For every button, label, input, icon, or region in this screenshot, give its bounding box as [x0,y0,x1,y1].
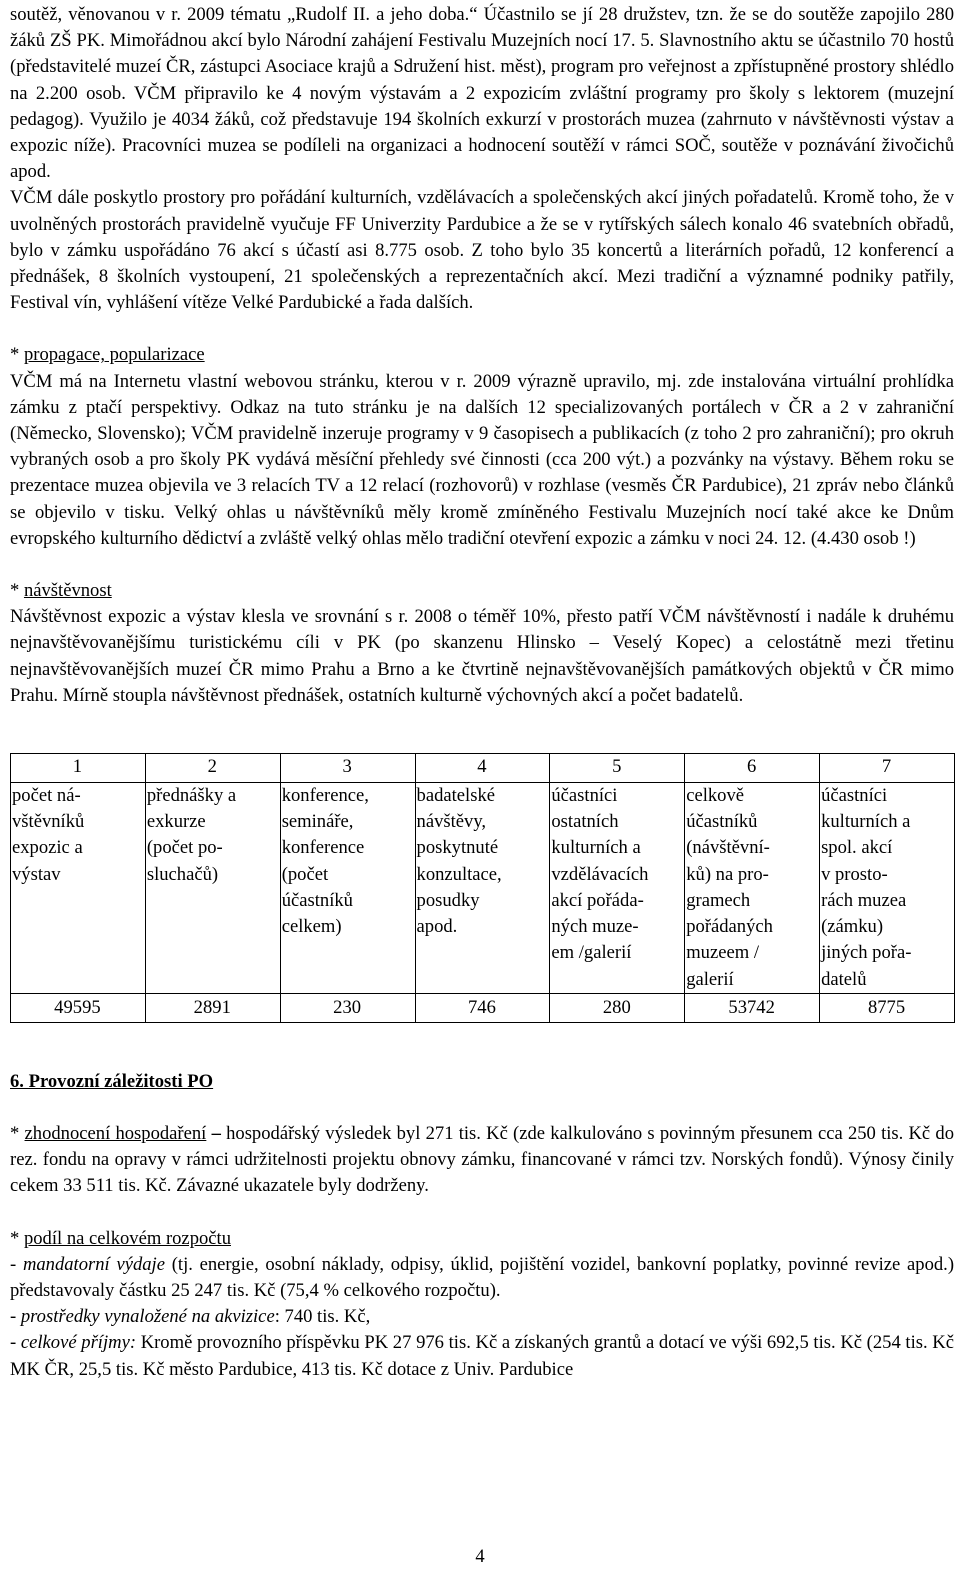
table-value: 53742 [685,993,820,1022]
navstevnost-heading-text: návštěvnost [23,580,112,602]
column-description [11,783,146,994]
column-description [145,783,280,994]
page-number: 4 [475,1546,485,1567]
item-text: (tj. energie, osobní náklady, odpisy, úklid, pojištění vozidel, bankovní poplatky, povinné revize apod.) představovaly částku 25 247 tis. Kč (75,4 % celkového rozpočtu). [10,1253,955,1301]
description-line: konference [281,837,365,859]
description-line: sluchačů) [146,863,219,885]
description-line: spol. akcí [821,837,893,859]
description-line: pořádaných [686,916,773,938]
attendance-table [10,753,955,1023]
navstevnost-text: Návštěvnost expozic a výstav klesla ve srovnání s r. 2008 o téměř 10%, přesto patří VČM návštěvností i nadále k druhému nejnavštěvovanějšímu turistickému cíli v PK (po skanzenu Hlinsko – Veselý Kopec) a celostátně mezi třetinu nejnavštěvovanějších muzeí ČR mimo Prahu a Brno a ke čtvrtině nejnavštěvovanějších památkových objektů v ČR mimo Prahu. Mírně stoupla návštěvnost přednášek, ostatních kulturně výchovných akcí a počet badatelů. [10,606,954,706]
table-value: 746 [415,993,550,1022]
description-line: účastníků [686,811,758,833]
description-line: jiných pořa- [821,942,912,964]
description-line: kulturních a [821,811,911,833]
description-line: konzultace, [416,863,502,885]
description-line: rách muzea [821,889,907,911]
description-line: badatelské [416,785,496,807]
item-label: prostředky vynaložené na akvizice [20,1306,275,1328]
column-description [820,783,955,994]
description-line: celkem) [281,916,342,938]
column-number: 1 [11,754,146,783]
description-line: ostatních [551,811,619,833]
description-line: exkurze [146,811,206,833]
intro-paragraph-1: soutěž, věnovanou v r. 2009 tématu „Rudolf II. a jeho doba.“ Účastnilo se jí 28 družstev, tzn. že se do soutěže zapojilo 280 žáků ZŠ PK. Mimořádnou akcí bylo Národní zahájení Festivalu Muzejních nocí 17. 5. Slavnostního aktu se účastnilo 70 hostů (představitelé muzeí ČR, zástupci Asociace krajů a Sdružení hist. měst), program pro veřejnost a zpřístupněné prostory shlédlo na 2.200 osob. VČM připravilo ke 4 novým výstavám a 2 expozicím zvláštní programy pro školy s lektorem (muzejní pedagog). Využilo je 4034 žáků, což představuje 194 školních exkurzí v prostorách muzea (zahrnuto v návštěvnosti výstav a expozic níže). Pracovníci muzea se podíleli na organizaci a hodnocení soutěží v rámci SOČ, soutěže v poznávání živočichů apod. [10,4,954,183]
description-line: datelů [821,968,867,990]
description-line: konference, [281,785,369,807]
item-label: mandatorní výdaje [22,1253,165,1275]
description-line: vzdělávacích [551,863,649,885]
table-value: 280 [550,993,685,1022]
hospodareni-paragraph [10,1121,954,1200]
column-description [415,783,550,994]
bullet-marker: * [10,580,24,602]
description-line: ných muze- [551,916,639,938]
table-value: 49595 [11,993,146,1022]
description-line: počet ná- [12,785,81,807]
description-line: ků) na pro- [686,863,769,885]
heading-dash: – [206,1122,227,1144]
description-line: přednášky a [146,785,237,807]
section-title: 6. Provozní záležitosti PO [10,1070,214,1092]
item-text: Kromě provozního příspěvku PK 27 976 tis. Kč a získaných grantů a dotací ve výši 692,5 tis. Kč (254 tis. Kč MK ČR, 25,5 tis. Kč město Pardubice, 413 tis. Kč dotace z Univ. Pardubice [10,1332,954,1380]
column-description [685,783,820,994]
description-line: galerií [686,968,734,990]
item-dash: - [10,1306,21,1328]
item-label: celkové příjmy: [20,1332,137,1354]
item-dash: - [10,1332,21,1354]
description-line: muzeem / [686,942,760,964]
column-number: 5 [550,754,685,783]
intro-paragraph-2: VČM dále poskytlo prostory pro pořádání kulturních, vzdělávacích a společenských akcí jiných pořadatelů. Kromě toho, že v uvolněných prostorách pravidelně vyučuje FF Univerzity Pardubice a že se v rytířských sálech konalo 46 svatebních obřadů, bylo v zámku uspořádáno 76 akcí s účastí asi 8.775 osob. Z toho bylo 35 koncertů a literárních pořadů, 12 konferencí a přednášek, 8 školních vystoupení, 21 společenských a reprezentačních akcí. Mezi tradiční a významné podniky patřily, Festival vín, vyhlášení vítěze Velké Pardubické a řada dalších. [10,187,954,314]
description-line: účastníků [281,889,353,911]
column-number: 3 [280,754,415,783]
description-line: (počet po- [146,837,223,859]
propagace-heading-text: propagace, popularizace [23,344,205,366]
description-line: em /galerií [551,942,632,964]
description-line: návštěvy, [416,811,487,833]
rozpocet-item [10,1252,954,1304]
description-line: (návštěvní- [686,837,770,859]
column-description [550,783,685,994]
rozpocet-item [10,1330,954,1382]
column-number: 2 [145,754,280,783]
table-value: 230 [280,993,415,1022]
table-header-row [11,754,955,783]
description-line: celkově [686,785,745,807]
description-line: semináře, [281,811,354,833]
description-line: apod. [416,916,458,938]
hospodareni-text: hospodářský výsledek byl 271 tis. Kč (zde kalkulováno s povinným přesunem cca 250 tis. Kč do rez. fondu na opravy v rámci udržitelnosti projektu obnovy zámku, financované v rámci tzv. Norských fondů). Výnosy činily cekem 33 511 tis. Kč. Závazné ukazatele byly dodrženy. [10,1122,955,1197]
description-line: gramech [686,889,751,911]
document-page [10,2,954,1383]
bullet-marker: * [10,1227,24,1249]
item-text: : 740 tis. Kč, [274,1306,371,1328]
propagace-heading [10,342,954,368]
description-line: poskytnuté [416,837,499,859]
description-line: v prosto- [821,863,888,885]
table-value: 2891 [145,993,280,1022]
navstevnost-heading [10,578,954,604]
propagace-text: VČM má na Internetu vlastní webovou stránku, kterou v r. 2009 výrazně upravilo, mj. zde instalována virtuální prohlídka zámku z ptačí perspektivy. Odkaz na tuto stránku je na dalších 12 specializovaných portálech v ČR a 2 v zahraniční (Německo, Slovensko); VČM pravidelně inzeruje programy v 9 časopisech a publikacích (z toho 2 pro zahraniční); pro okruh vybraných osob a pro školy PK vydává měsíční přehledy své činnosti (cca 200 výt.) a pozvánky na výstavy. Během roku se prezentace muzea objevila ve 3 relacích TV a 12 relací (rozhovorů) v rozhlase (vesměs ČR Pardubice), 21 zpráv nebo článků se objevilo v tisku. Velký ohlas u návštěvníků měly kromě zmíněného Festivalu Muzejních nocí také akce ke Dnům evropského kulturního dědictví a zvláště velký ohlas mělo tradiční otevření expozic a zámku v noci 24. 12. (4.430 osob !) [10,370,954,549]
description-line: výstav [12,863,61,885]
description-line: akcí pořáda- [551,889,644,911]
table-value: 8775 [820,993,955,1022]
rozpocet-heading-text: podíl na celkovém rozpočtu [23,1227,231,1249]
column-number: 4 [415,754,550,783]
description-line: expozic a [12,837,83,859]
description-line: účastníci [821,785,888,807]
rozpocet-item [10,1304,954,1330]
description-line: (počet [281,863,329,885]
bullet-marker: * [10,344,24,366]
hospodareni-heading: zhodnocení hospodaření [24,1122,207,1144]
description-line: (zámku) [821,916,884,938]
column-description [280,783,415,994]
item-dash: - [10,1253,23,1275]
description-line: účastníci [551,785,618,807]
column-number: 7 [820,754,955,783]
bullet-marker: * [10,1122,25,1144]
rozpocet-heading [10,1226,954,1252]
description-line: kulturních a [551,837,641,859]
column-number: 6 [685,754,820,783]
table-values-row [11,993,955,1022]
description-line: vštěvníků [12,811,85,833]
table-description-row [11,783,955,994]
description-line: posudky [416,889,480,911]
